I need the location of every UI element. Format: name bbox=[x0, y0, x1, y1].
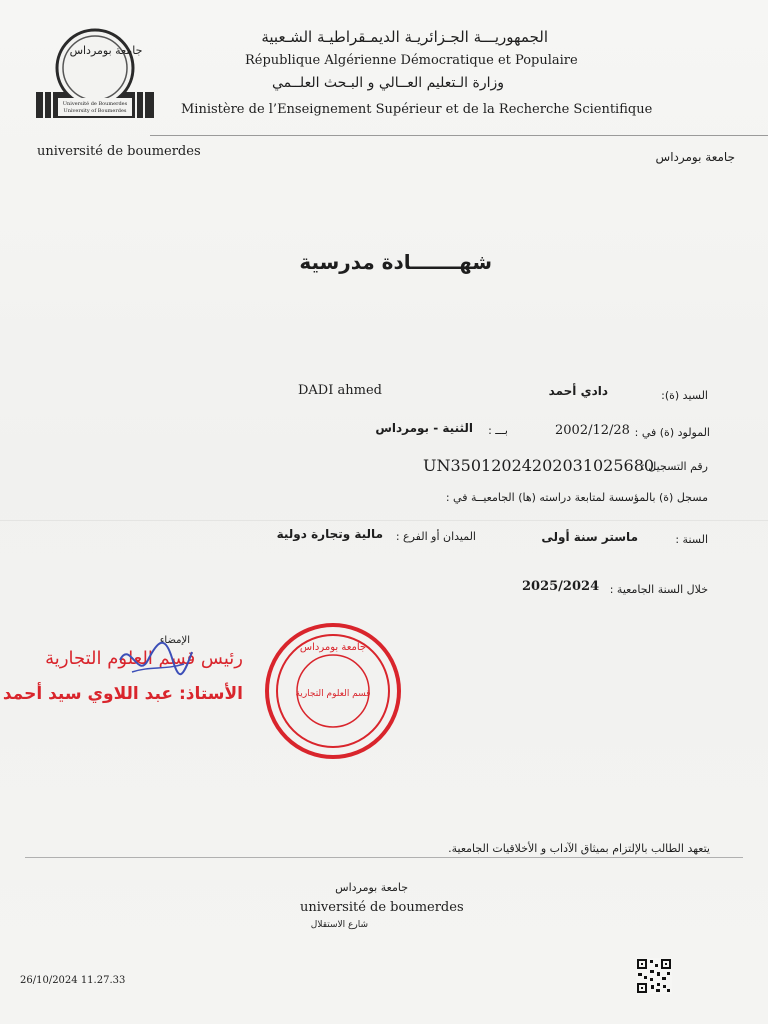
signature-caption: الإمضاء bbox=[159, 635, 190, 646]
stamp-text-department: قسم العلوم التجارية bbox=[295, 689, 371, 699]
birth-date-value: 2002/12/28 bbox=[555, 423, 630, 438]
logo-text-en: University of Boumerdes bbox=[63, 108, 127, 114]
birth-place-value: الثنية - بومرداس bbox=[375, 421, 473, 435]
birth-place-label: بـــ : bbox=[488, 424, 508, 437]
field-label: الميدان أو الفرع : bbox=[395, 530, 476, 543]
department-head-name: الأستاذ: عبد اللاوي سيد أحمد bbox=[2, 684, 243, 704]
study-field-value: مالية وتجارة دولية bbox=[276, 527, 383, 541]
student-pledge: يتعهد الطالب بالإلتزام بميثاق الآداب و الأخلاقيات الجامعية. bbox=[448, 842, 710, 855]
study-year-value: ماستر سنة أولى bbox=[541, 530, 638, 544]
document-title: شهـــــــادة مدرسية bbox=[299, 250, 492, 274]
paper-fold bbox=[0, 520, 768, 521]
enrolled-text: مسجل (ة) بالمؤسسة لمتابعة دراسته (ها) الجامعيــة في : bbox=[445, 491, 708, 504]
student-name-latin: DADI ahmed bbox=[298, 383, 382, 398]
ministry-title-ar: وزارة الـتعليم العــالي و البـحث العلــمي bbox=[271, 75, 504, 91]
header-rule bbox=[150, 135, 768, 136]
student-name-ar: دادي أحمد bbox=[548, 384, 608, 398]
name-label: السيد (ة): bbox=[661, 389, 708, 402]
footer-university-ar: جامعة بومرداس bbox=[335, 881, 408, 894]
stamp-text-university: جامعة بومرداس bbox=[299, 642, 367, 653]
university-logo-icon bbox=[36, 24, 154, 124]
republic-title-ar: الجمهوريـــة الجـزائريـة الديمـقراطيـة الشـعبية bbox=[261, 28, 548, 46]
logo-text-fr: Université de Boumerdes bbox=[62, 101, 128, 107]
registration-label: رقم التسجيل : bbox=[641, 460, 708, 473]
republic-title-fr: République Algérienne Démocratique et Populaire bbox=[245, 53, 578, 68]
footer-rule bbox=[25, 857, 743, 858]
department-head-title: رئيس قسم العلوم التجارية bbox=[45, 648, 243, 669]
academic-year-value: 2025/2024 bbox=[522, 579, 600, 594]
print-timestamp: 26/10/2024 11.27.33 bbox=[20, 975, 126, 986]
birth-date-label: المولود (ة) في : bbox=[634, 426, 710, 439]
academic-year-label: خلال السنة الجامعية : bbox=[609, 583, 708, 596]
logo-text-ar: جامعة بومرداس bbox=[69, 44, 143, 57]
qr-code-icon bbox=[636, 958, 672, 994]
university-name-fr: université de boumerdes bbox=[37, 144, 201, 159]
footer-university-fr: université de boumerdes bbox=[300, 900, 464, 915]
registration-number: UN35012024202031025680 bbox=[423, 456, 655, 475]
department-stamp-icon bbox=[262, 620, 404, 762]
ministry-title-fr: Ministère de l’Enseignement Supérieur et de la Recherche Scientifique bbox=[181, 102, 653, 117]
handwritten-signature-icon bbox=[110, 630, 200, 690]
university-name-ar: جامعة بومرداس bbox=[655, 150, 735, 164]
year-label: السنة : bbox=[675, 533, 708, 546]
footer-street: شارع الاستقلال bbox=[310, 920, 368, 930]
